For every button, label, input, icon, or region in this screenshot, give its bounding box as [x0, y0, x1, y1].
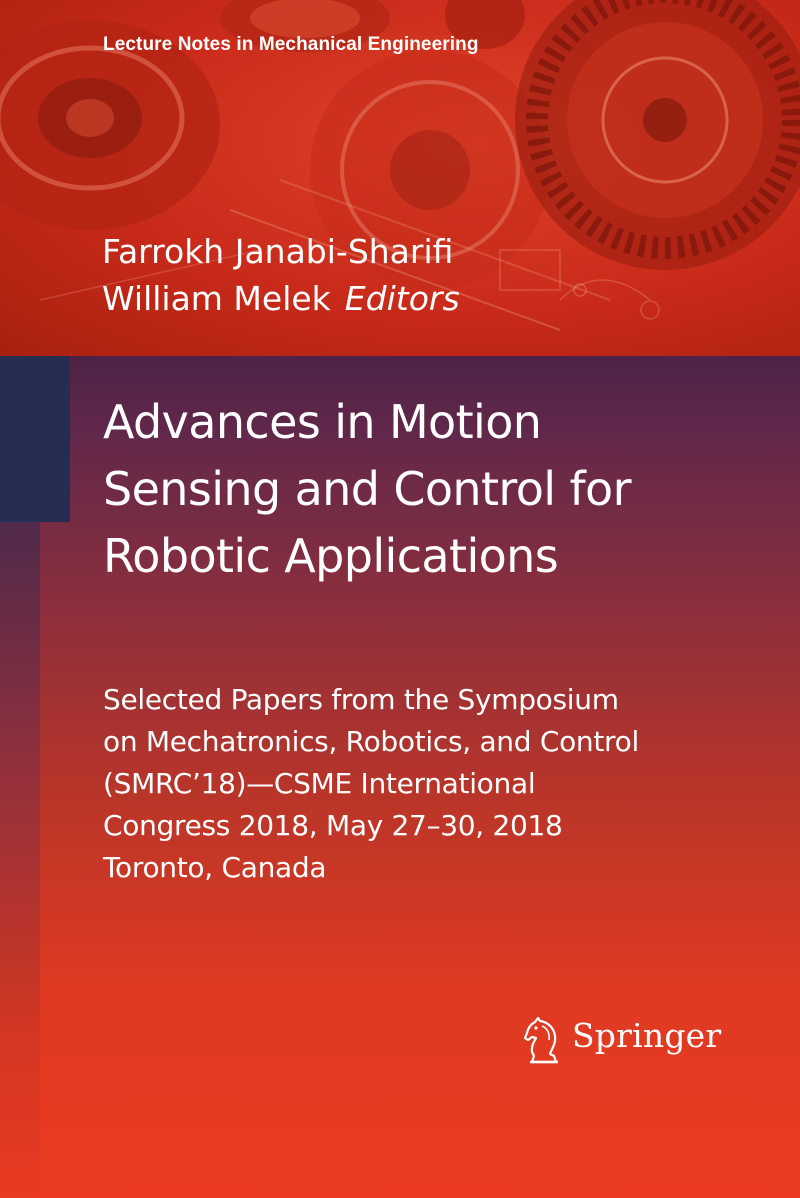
subtitle-line: Congress 2018, May 27–30, 2018: [103, 809, 563, 842]
series-color-tab: [0, 356, 70, 522]
subtitle-line: Toronto, Canada: [103, 851, 327, 884]
subtitle-line: Selected Papers from the Symposium: [103, 683, 619, 716]
subtitle-line: on Mechatronics, Robotics, and Control: [103, 725, 639, 758]
book-title-line: Robotic Applications: [103, 529, 559, 583]
springer-knight-icon: [522, 1016, 566, 1066]
cover-photo-band: [0, 0, 800, 356]
subtitle-line: (SMRC’18)—CSME International: [103, 767, 536, 800]
editors-role-label: Editors: [344, 279, 460, 318]
publisher-name: Springer: [572, 1016, 722, 1055]
editor-name: Farrokh Janabi-Sharifi: [102, 232, 454, 271]
book-title-line: Advances in Motion: [103, 395, 542, 449]
editor-name: William Melek: [102, 279, 331, 318]
publisher-logo: [522, 1012, 742, 1068]
book-title: [103, 389, 631, 590]
editor-line: [102, 275, 460, 322]
editors-block: [102, 228, 460, 322]
series-title: Lecture Notes in Mechanical Engineering: [103, 34, 479, 55]
book-title-line: Sensing and Control for: [103, 462, 631, 516]
book-subtitle: [103, 679, 639, 889]
